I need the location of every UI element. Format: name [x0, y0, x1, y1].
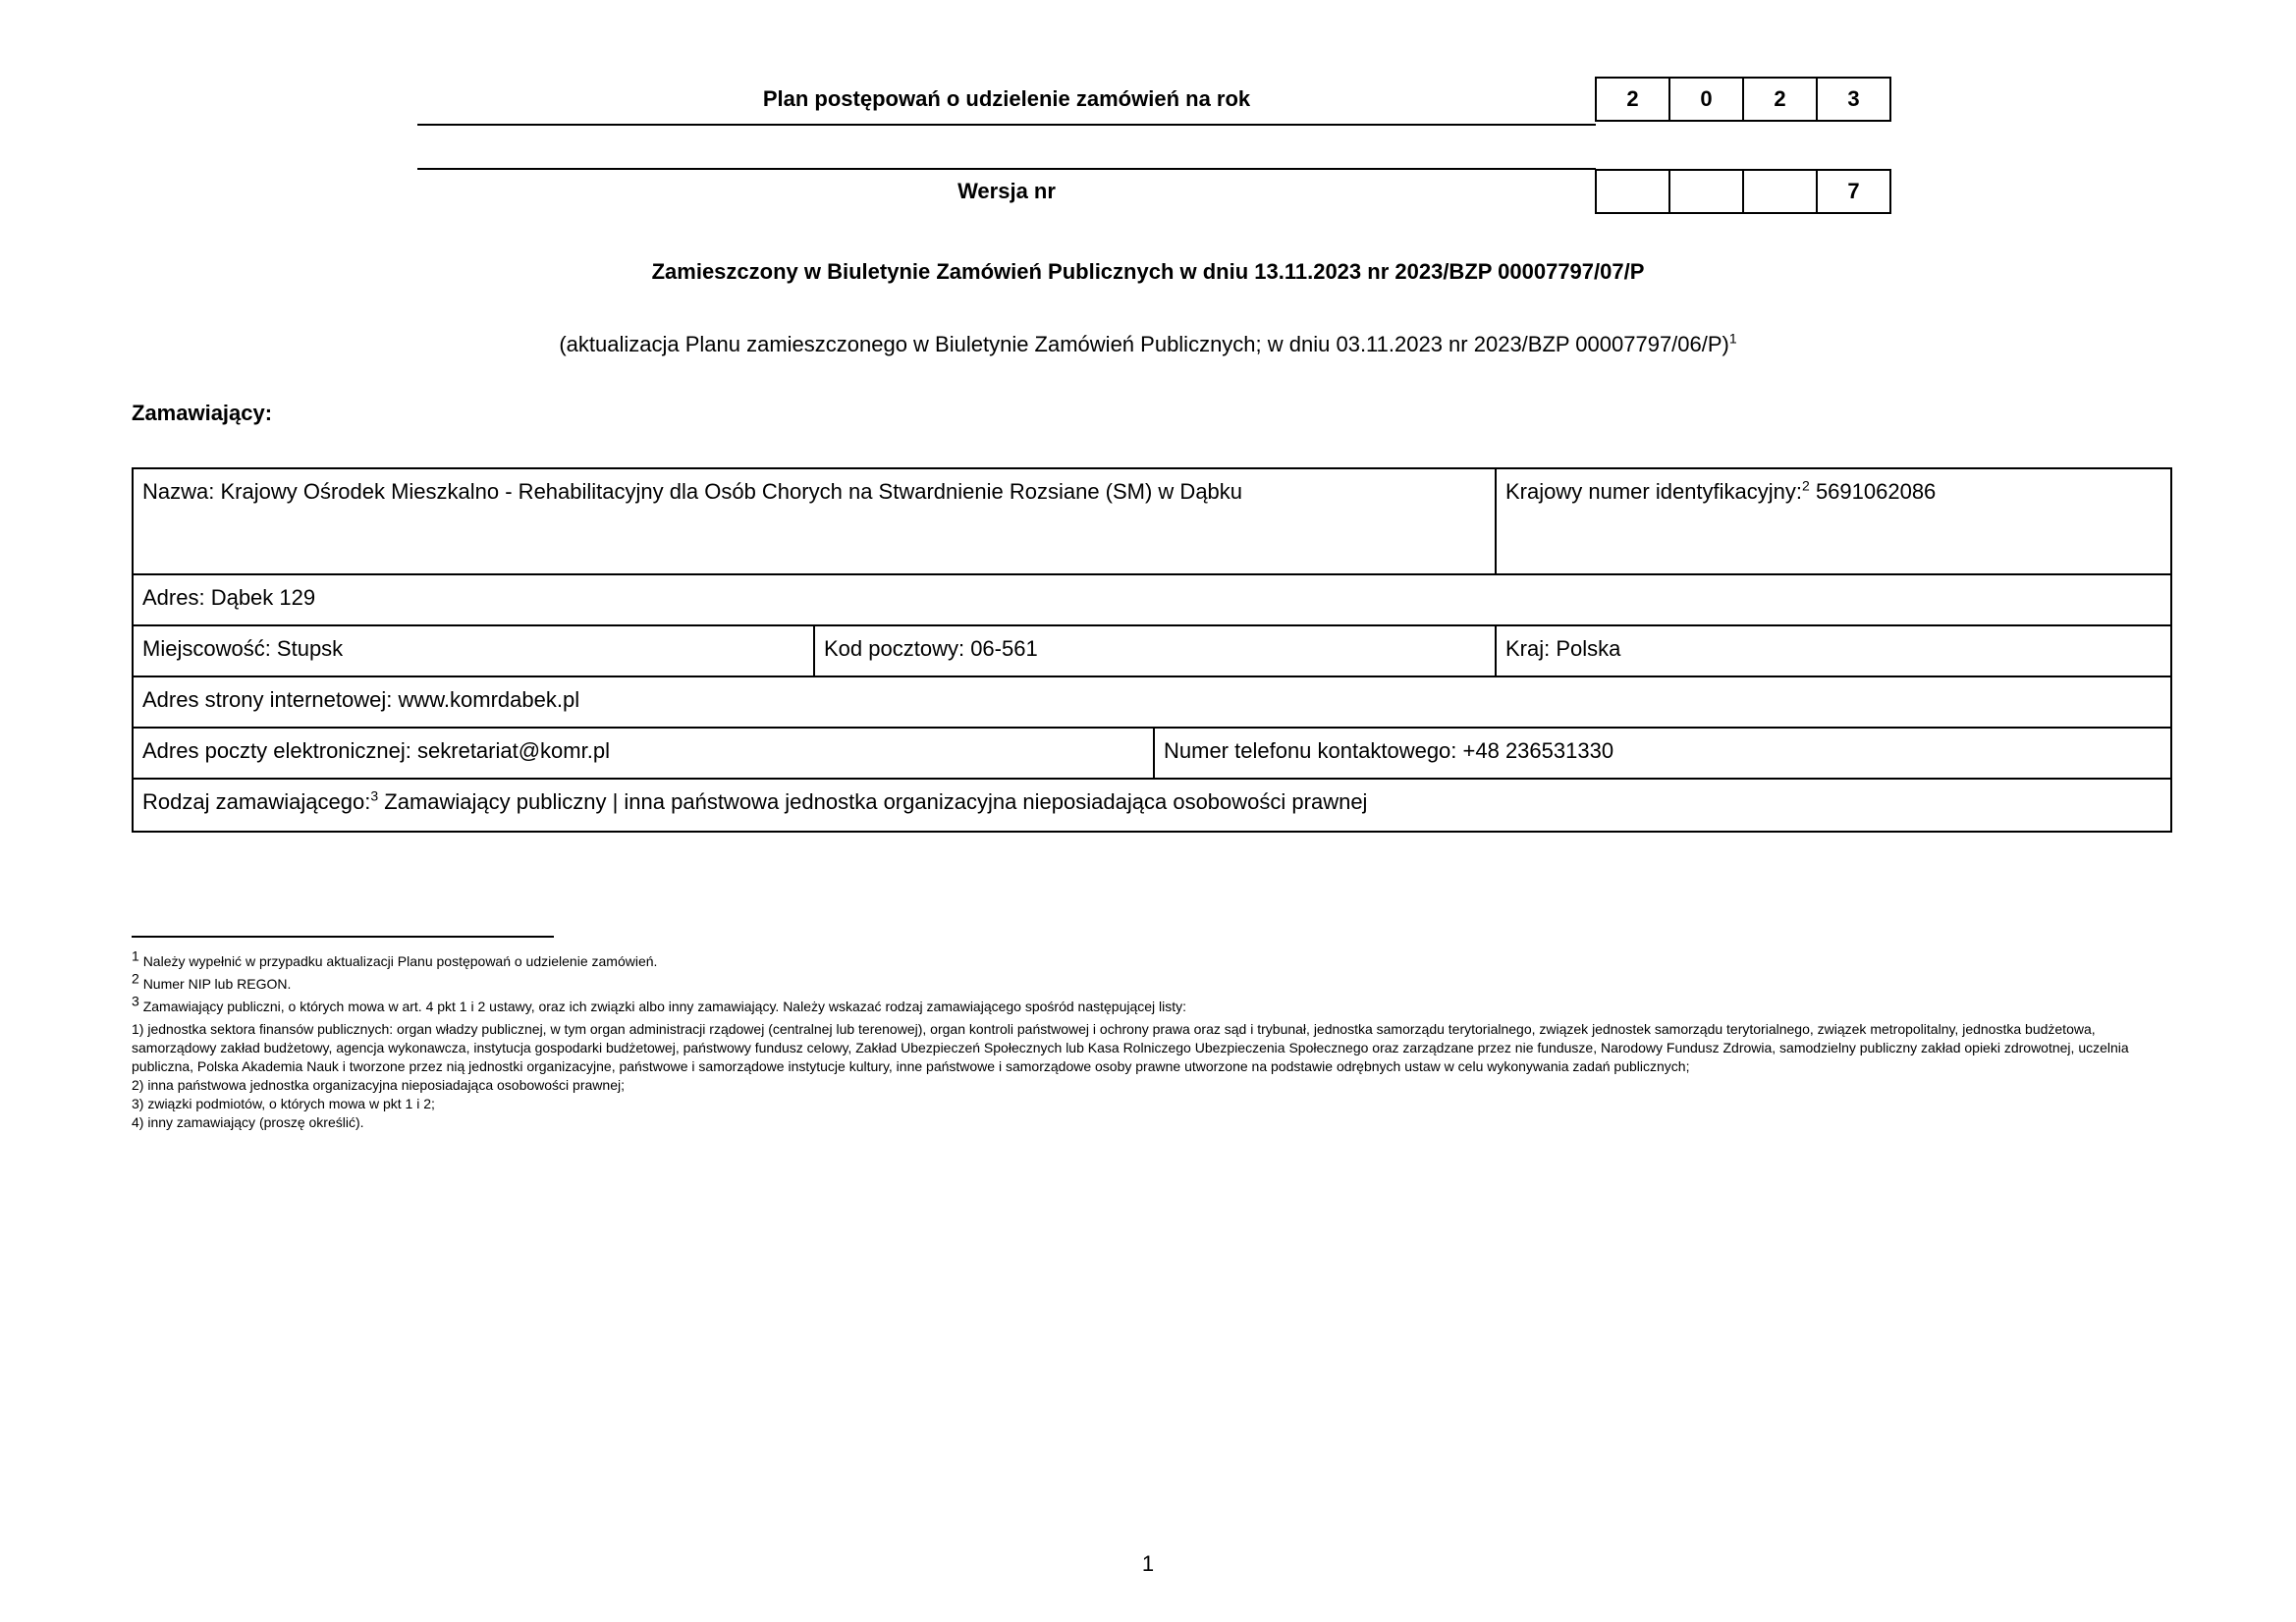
- footnote-2-ref: 2: [132, 970, 139, 987]
- update-line-text: (aktualizacja Planu zamieszczonego w Biuletynie Zamówień Publicznych; w dniu 03.11.2023 nr 2023/BZP 00007797/06/P): [559, 332, 1729, 356]
- footnote-2-text: Numer NIP lub REGON.: [142, 976, 292, 992]
- website-cell: Adres strony internetowej: www.komrdabek.pl: [142, 687, 580, 712]
- table-row: [134, 677, 2170, 729]
- year-digit-2: 0: [1670, 79, 1744, 120]
- version-boxes: [1595, 169, 1891, 214]
- authority-name-cell: Nazwa: Krajowy Ośrodek Mieszkalno - Rehabilitacyjny dla Osób Chorych na Stwardnienie Rozsiane (SM) w Dąbku: [134, 469, 1497, 573]
- footnote-3: [132, 993, 2174, 1016]
- footnote-list-item-3: 3) związki podmiotów, o których mowa w pkt 1 i 2;: [132, 1096, 435, 1111]
- national-id-label: Krajowy numer identyfikacyjny:: [1505, 479, 1803, 504]
- footnote-1-ref: 1: [132, 947, 139, 964]
- version-digit-1: [1597, 171, 1670, 212]
- table-row: [134, 780, 2170, 831]
- footnote-3-ref: 3: [132, 993, 139, 1009]
- plan-title: Plan postępowań o udzielenie zamówień na rok: [762, 86, 1251, 111]
- postal-code-cell: Kod pocztowy: 06-561: [815, 626, 1497, 676]
- footnote-list-item-4: 4) inny zamawiający (proszę określić).: [132, 1114, 364, 1130]
- authority-type-label: Rodzaj zamawiającego:: [142, 789, 371, 814]
- authority-type-cell: [134, 780, 2170, 831]
- version-digit-4: 7: [1847, 179, 1860, 203]
- contracting-authority-heading: Zamawiający:: [132, 401, 273, 425]
- version-label: Wersja nr: [957, 179, 1056, 203]
- footnote-list-item-1: 1) jednostka sektora finansów publicznych: organ władzy publicznej, w tym organ administracji rządowej (centralnej lub terenowej), organ kontroli państwowej i ochrony prawa oraz sąd i trybunał, jednostka samorządu terytorialnego, związek jednostek samorządu terytorialnego, związek metropolitalny, jednostka budżetowa, samorządowy zakład budżetowy, agencja wykonawcza, instytucja gospodarki budżetowej, państwowy fundusz celowy, Zakład Ubezpieczeń Społecznych lub Kasa Rolniczego Ubezpieczenia Społecznego oraz zarządzane przez nie fundusze, Narodowy Fundusz Zdrowia, samodzielny publiczny zakład opieki zdrowotnej, uczelnia publiczna, Polska Akademia Nauk i tworzone przez nią jednostki organizacyjne, państwowe i samorządowe instytucje kultury, inne państwowe i samorządowe osoby prawne utworzone na podstawie odrębnych ustaw w celu wykonywania zadań publicznych;: [132, 1021, 2129, 1074]
- table-row: [134, 469, 2170, 575]
- published-line: Zamieszczony w Biuletynie Zamówień Publicznych w dniu 13.11.2023 nr 2023/BZP 00007797/07/P: [651, 259, 1645, 284]
- year-digit-4: 3: [1847, 86, 1860, 111]
- email-cell: Adres poczty elektronicznej: sekretariat@komr.pl: [134, 729, 1155, 778]
- page-number: 1: [1141, 1551, 1155, 1576]
- contracting-authority-table: [132, 467, 2172, 833]
- national-id-value: 5691062086: [1815, 479, 1937, 504]
- table-row: [134, 626, 2170, 677]
- footnote-separator: [132, 936, 554, 938]
- phone-cell: Numer telefonu kontaktowego: +48 236531330: [1164, 738, 1614, 763]
- year-digit-1: 2: [1597, 79, 1670, 120]
- authority-type-footnote-ref: 3: [370, 787, 379, 804]
- country-cell: Kraj: Polska: [1505, 636, 1621, 661]
- version-digit-3: [1744, 171, 1818, 212]
- national-id-footnote-ref: 2: [1802, 477, 1810, 494]
- table-row: [134, 729, 2170, 780]
- year-digit-3: 2: [1744, 79, 1818, 120]
- version-digit-2: [1670, 171, 1744, 212]
- national-id-cell: [1497, 469, 2170, 573]
- plan-title-underline: [417, 124, 1596, 126]
- city-cell: Miejscowość: Stupsk: [134, 626, 815, 676]
- table-row: [134, 575, 2170, 626]
- footnote-2: [132, 970, 2174, 994]
- year-boxes: [1595, 77, 1891, 122]
- update-footnote-ref: 1: [1728, 330, 1737, 347]
- footnote-list-item-2: 2) inna państwowa jednostka organizacyjna nieposiadająca osobowości prawnej;: [132, 1077, 625, 1093]
- footnotes: [132, 947, 2174, 1132]
- version-top-rule: [417, 168, 1596, 170]
- authority-type-value: Zamawiający publiczny | inna państwowa jednostka organizacyjna nieposiadająca osobowości prawnej: [384, 789, 1368, 814]
- update-line: [0, 332, 2296, 357]
- footnote-3-text: Zamawiający publiczni, o których mowa w art. 4 pkt 1 i 2 ustawy, oraz ich związki albo inny zamawiający. Należy wskazać rodzaj zamawiającego spośród następującej listy:: [142, 999, 1187, 1014]
- footnote-1-text: Należy wypełnić w przypadku aktualizacji Planu postępowań o udzielenie zamówień.: [142, 953, 658, 969]
- footnote-1: [132, 947, 2174, 971]
- address-cell: Adres: Dąbek 129: [142, 585, 316, 610]
